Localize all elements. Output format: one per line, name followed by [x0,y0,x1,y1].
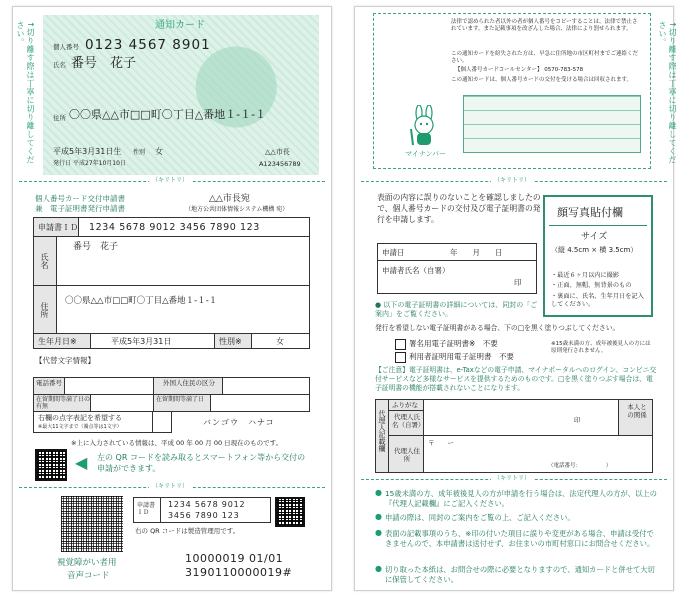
issue-label: 発行日 [53,160,72,167]
id-label: 申請書ＩＤ [38,223,78,232]
id-value: 1234 5678 9012 3456 7890 123 [89,222,260,233]
proxy-name-field[interactable] [423,399,619,436]
application-qr-code [35,449,67,481]
address-value: 〇〇県△△市□□町〇丁目△番地１-１-１ [69,108,267,121]
name-label: 氏名 [53,61,66,69]
form-title-1: 個人番号カード交付申請書 [35,194,125,203]
notification-card [43,15,319,175]
birth-label: 生年月日※ [38,337,77,346]
period2-label: 在留期間等満了日 [156,396,205,403]
proxy-address-label-cell [388,435,424,473]
photo-size: サイズ [581,232,608,242]
braille-note: ※最大11文字まで（濁点等は1文字） [38,424,122,430]
date-label: 申請日 [382,248,405,257]
photo-rule-2: ・正面、無帽、無背景のもの [551,282,632,289]
data-notice: ※上に入力されている情報は、平成 00 年 00 月 00 日現在のものです。 [71,439,283,447]
bullet-icon-3: ● [375,528,382,537]
number-label: 個人番号 [53,43,79,51]
proxy-name-label-cell [388,410,424,436]
back-side-note: ↑切り離す際は丁寧に切り離してください。 [658,21,677,165]
form-addressee-sub: （地方公共団体情報システム機構 宛） [185,206,289,213]
cert2-checkbox[interactable] [395,352,406,363]
audio-braille-code [61,496,123,552]
address-label: 住所 [40,302,49,318]
back-cut-label-2: （キリトリ） [491,476,533,482]
phone-label-cell [33,377,65,395]
proxy-seal-mark: 印 [574,416,581,424]
photo-rule-1: ・最近６ヶ月以内に撮影 [551,272,620,279]
braille-checkbox[interactable] [152,411,172,433]
name-label-cell [33,236,57,286]
code-line-2: 3190110000019# [185,566,293,579]
period-value-cell[interactable] [90,394,154,412]
serial-number: A123456789 [259,160,301,168]
period-label: 在留期間等満了日の有無 [36,396,91,410]
bottom-id-line2: 3456 7890 123 [168,511,240,520]
proxy-phone: （電話番号： ） [548,463,612,469]
braille-code-label-1: 視覚障がい者用 [57,558,117,568]
name-divider [33,285,310,286]
confirm-text: 表面の内容に誤りのないことを確認しましたので、個人番号カードの交付及び電子証明書の発行を申請します。 [377,193,541,224]
cert2-label: 利用者証明用電子証明書 不要 [409,352,514,361]
proxy-section-label-cell [375,399,389,473]
sex-label: 性別 [133,149,146,156]
sign-label: 申請者氏名（自署） [382,266,450,275]
back-write-box [463,95,641,153]
proxy-address-label: 代理人住所 [394,447,420,463]
date-cell[interactable] [377,243,537,261]
proxy-name-label: 代理人氏名（自署） [392,413,425,429]
manufacturing-qr-code [275,497,305,527]
cert-notice: ● 以下の電子証明書の詳細については、同封の「ご案内」をご覧ください。 [375,301,538,319]
front-sheet [12,6,332,591]
sex-value: 女 [155,147,163,156]
photo-title: 顔写真貼付欄 [557,206,623,219]
bullet-icon-4: ● [375,564,382,573]
cert-note: ※15歳未満の方、成年被後見人の方には原則発行されません。 [551,341,651,355]
braille-code-label-2: 音声コード [67,571,110,581]
bottom-id-label: 申請書ＩＤ [137,502,156,517]
phone-label: 電話番号 [36,379,62,387]
qr-instruction: 左の QR コードを読み取るとスマートフォン等から交付の申請ができます。 [97,453,306,473]
photo-rule-3: ・裏面に、氏名、生年月日を記入してください。 [551,293,644,309]
proxy-info: 【代替文字情報】 [35,356,95,365]
back-bullet-2: 申請の際は、同封のご案内をご覧の上、ご記入ください。 [385,513,575,522]
arrow-left-icon: ◀ [75,453,88,472]
foreign-label-cell [153,377,223,395]
mascot-label: マイナンバー [405,150,447,158]
issuer: △△市長 [265,148,290,156]
back-bullet-4: 切り取った本紙は、お問合せの際に必要となりますので、通知カードと併せて大切に保管してください。 [385,565,655,584]
bottom-id-box [133,497,271,523]
bottom-id-divider [160,497,161,523]
cut-label-1: （キリトリ） [149,178,191,184]
furigana-label: ふりがな [392,401,418,409]
birth-value: 平成5年3月31日 [111,337,172,346]
back-cut-label-1: （キリトリ） [491,178,533,184]
sex-label-cell [214,333,252,349]
back-note-3: この通知カードは、個人番号カードの交付を受ける場合は回収されます。 [451,77,633,83]
name-value: 番号 花子 [73,242,119,252]
proxy-section-label: 代理人記載欄 [378,410,386,452]
back-note-1: 法律で認められた者以外の者が個人番号をコピーすることは、法律で禁止されています。また記載事項を改ざんした場合、法律により罰せられます。 [451,19,638,33]
form-title-2: 兼 電子証明書発行申請書 [35,204,125,213]
date-units: 年 月 日 [450,248,503,257]
back-sheet [354,6,677,591]
number-value: 0123 4567 8901 [85,37,211,53]
cut-label-2: （キリトリ） [149,484,191,490]
foreign-label: 外国人住民の区分 [163,379,215,387]
mascot-icon [407,105,441,147]
period2-label-cell [153,394,211,412]
front-side-note: ↑切り離す際は丁寧に切り離してください。 [16,21,35,165]
signature-cell[interactable] [377,260,537,294]
card-title: 通知カード [155,20,205,31]
caution-text: 【ご注意】電子証明書は、e-Taxなどの電子申請、マイナポータルへのログイン、コンビニ交付サービスなど多様なサービスを提供するためのものです。□を黒く塗りつぶす場合は、電子証明書の機能が搭載されないことになります。 [375,366,657,393]
sex-label: 性別※ [219,337,242,346]
address-label-cell [33,285,57,334]
manufacturing-qr-note: 右の QR コードは製造管理用です。 [135,527,240,535]
cert1-label: 署名用電子証明書※ 不要 [409,339,498,348]
braille-label: 右欄の点字表記を希望する [38,414,122,422]
seal-mark: 印 [514,278,522,287]
sex-value: 女 [276,337,284,346]
bullet-icon-2: ● [375,512,382,521]
address-label: 住所 [53,114,66,122]
name-label: 氏名 [40,253,49,269]
birth-value: 平成5年3月31日生 [53,147,122,156]
name-value: 番号 花子 [71,56,137,71]
bottom-id-line1: 1234 5678 9012 [168,500,246,509]
sex-value-cell [251,333,310,349]
period2-value-cell[interactable] [210,394,310,412]
birth-value-cell [90,333,215,349]
kana-value: バンゴウ ハナコ [203,418,275,427]
back-note-2: この通知カードを紛失された方は、早急に住所地の市区町村までご連絡ください。 [451,51,639,65]
photo-box[interactable] [543,195,653,317]
photo-dims: （縦 4.5cm × 横 3.5cm） [551,246,638,254]
issue-value: 平成27年10月10日 [73,160,126,167]
period-label-cell [33,394,91,412]
id-value-cell [78,217,310,237]
center-label: 【個人番号カードコールセンター】 0570-783-578 [455,67,584,73]
birth-label-cell [33,333,91,349]
foreign-value-cell[interactable] [222,377,310,395]
phone-value-cell[interactable] [64,377,154,395]
bullet-icon-1: ● [375,488,382,497]
proxy-address-field[interactable] [423,435,653,473]
cert-prompt: 発行を希望しない電子証明書がある場合、下の□を黒く塗りつぶしてください。 [375,324,620,332]
back-bullet-3: 表面の記載事項のうち、※印の付いた項目に誤りや変更がある場合、申請は受付できませんので、本申請書は送付せず、お住まいの市町村窓口にお問合せください。 [385,529,655,548]
postal-mark: 〒 ー [428,439,454,447]
braille-label-cell [33,411,153,433]
address-value: 〇〇県△△市□□町〇丁目△番地１-１-１ [65,296,218,306]
photo-title-divider [549,225,647,226]
cert1-checkbox[interactable] [395,339,406,350]
back-bullet-1: 15歳未満の方、成年被後見人の方が申請を行う場合は、法定代理人の方が、以上の『代理人記載欄』にご記入ください。 [385,489,657,508]
code-line-1: 10000019 01/01 [185,552,284,565]
relation-label-cell [618,399,653,436]
form-addressee: △△市長宛 [209,194,250,204]
relation-label: 本人との関係 [627,403,647,420]
id-label-cell [33,217,79,237]
